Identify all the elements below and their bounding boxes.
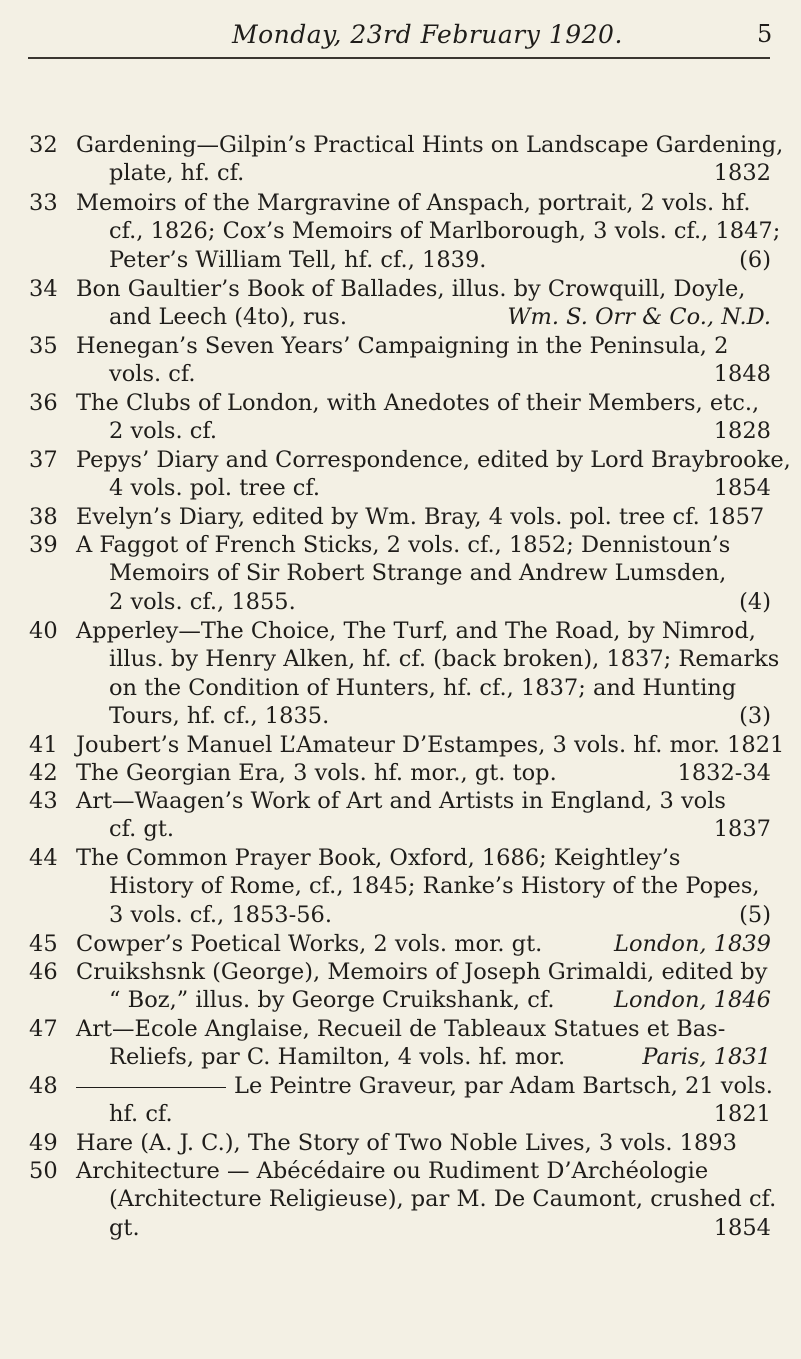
lot-text: illus. by Henry Alken, hf. cf. (back broken), 1837; Remarks [109, 646, 780, 672]
lot-text: The Clubs of London, with Anedotes of their Members, etc., [76, 390, 760, 416]
lot-text: and Leech (4to), rus. [109, 304, 347, 330]
lot-text: Cowper’s Poetical Works, 2 vols. mor. gt. [76, 931, 543, 957]
lot-date: 1828 [713, 418, 771, 444]
lot-text: Reliefs, par C. Hamilton, 4 vols. hf. mor. [109, 1044, 566, 1070]
lot-text: on the Condition of Hunters, hf. cf., 1837; and Hunting [109, 675, 737, 701]
lot-count: (5) [739, 902, 771, 928]
lot-text: Pepys’ Diary and Correspondence, edited by Lord Braybrooke, [76, 447, 791, 473]
page-header [0, 14, 801, 58]
lot-date: 1832 [713, 160, 771, 186]
lot-date: 1821 [713, 1101, 771, 1127]
ditto-dash [76, 1087, 226, 1088]
lot-number: 37 [29, 447, 58, 473]
lot-number: 36 [29, 390, 58, 416]
lot-text: gt. [109, 1215, 140, 1241]
lot-number: 45 [29, 931, 58, 957]
header-rule [28, 57, 770, 59]
lot-number: 41 [29, 732, 58, 758]
lot-number: 42 [29, 760, 58, 786]
lot-number: 43 [29, 788, 58, 814]
lot-text: Memoirs of the Margravine of Anspach, portrait, 2 vols. hf. [76, 190, 751, 216]
page-title: Monday, 23rd February 1920. [232, 20, 623, 49]
lot-text: Hare (A. J. C.), The Story of Two Noble Lives, 3 vols. 1893 [76, 1130, 737, 1156]
lot-text-line [76, 1073, 773, 1099]
lot-place-date: London, 1846 [614, 987, 771, 1013]
lot-text: Art—Waagen’s Work of Art and Artists in England, 3 vols [76, 788, 726, 814]
lot-number: 32 [29, 132, 58, 158]
lot-number: 33 [29, 190, 58, 216]
lot-number: 47 [29, 1016, 58, 1042]
lot-text: Apperley—The Choice, The Turf, and The Road, by Nimrod, [76, 618, 756, 644]
lot-text: Peter’s William Tell, hf. cf., 1839. [109, 247, 487, 273]
lot-text: 2 vols. cf., 1855. [109, 589, 296, 615]
lot-number: 34 [29, 276, 58, 302]
lot-text: 2 vols. cf. [109, 418, 218, 444]
lot-text: plate, hf. cf. [109, 160, 245, 186]
lot-number: 50 [29, 1158, 58, 1184]
lot-text: hf. cf. [109, 1101, 173, 1127]
lot-number: 44 [29, 845, 58, 871]
lot-count: (3) [739, 703, 771, 729]
lot-number: 48 [29, 1073, 58, 1099]
lot-text: Evelyn’s Diary, edited by Wm. Bray, 4 vols. pol. tree cf. 1857 [76, 504, 765, 530]
lot-text: Tours, hf. cf., 1835. [109, 703, 330, 729]
lot-text: Le Peintre Graveur, par Adam Bartsch, 21 vols. [234, 1073, 773, 1099]
lot-text: Memoirs of Sir Robert Strange and Andrew Lumsden, [109, 560, 727, 586]
lot-text: Gardening—Gilpin’s Practical Hints on Landscape Gardening, [76, 132, 784, 158]
lot-text: “ Boz,” illus. by George Cruikshank, cf. [109, 987, 555, 1013]
lot-number: 40 [29, 618, 58, 644]
lot-date: 1837 [713, 816, 771, 842]
lot-number: 35 [29, 333, 58, 359]
lot-date: 1854 [713, 1215, 771, 1241]
lot-text: cf. gt. [109, 816, 175, 842]
lot-text: cf., 1826; Cox’s Memoirs of Marlborough, 3 vols. cf., 1847; [109, 218, 781, 244]
lot-text: Cruikshsnk (George), Memoirs of Joseph Grimaldi, edited by [76, 959, 768, 985]
lot-text: History of Rome, cf., 1845; Ranke’s History of the Popes, [109, 873, 760, 899]
lot-text: Architecture — Abécédaire ou Rudiment D’Archéologie [76, 1158, 709, 1184]
lot-number: 46 [29, 959, 58, 985]
lot-text: Bon Gaultier’s Book of Ballades, illus. by Crowquill, Doyle, [76, 276, 746, 302]
lot-date: 1832-34 [677, 760, 771, 786]
lot-place-date: London, 1839 [614, 931, 771, 957]
lot-text: (Architecture Religieuse), par M. De Caumont, crushed cf. [109, 1186, 777, 1212]
lot-date: 1854 [713, 475, 771, 501]
lot-publisher: Wm. S. Orr & Co., N.D. [507, 304, 771, 330]
lot-count: (6) [739, 247, 771, 273]
lot-text: Joubert’s Manuel L’Amateur D’Estampes, 3 vols. hf. mor. 1821 [76, 732, 785, 758]
lot-date: 1848 [713, 361, 771, 387]
page-number: 5 [757, 20, 773, 48]
lot-number: 39 [29, 532, 58, 558]
lot-text: 3 vols. cf., 1853-56. [109, 902, 333, 928]
lot-text: The Common Prayer Book, Oxford, 1686; Keightley’s [76, 845, 681, 871]
lot-text: A Faggot of French Sticks, 2 vols. cf., 1852; Dennistoun’s [76, 532, 731, 558]
lot-number: 49 [29, 1130, 58, 1156]
lot-text: 4 vols. pol. tree cf. [109, 475, 321, 501]
lot-count: (4) [739, 589, 771, 615]
lot-text: Art—Ecole Anglaise, Recueil de Tableaux Statues et Bas- [76, 1016, 726, 1042]
lot-text: Henegan’s Seven Years’ Campaigning in the Peninsula, 2 [76, 333, 729, 359]
lot-number: 38 [29, 504, 58, 530]
lot-text: vols. cf. [109, 361, 196, 387]
lot-text: The Georgian Era, 3 vols. hf. mor., gt. top. [76, 760, 557, 786]
lot-place-date: Paris, 1831 [642, 1044, 771, 1070]
